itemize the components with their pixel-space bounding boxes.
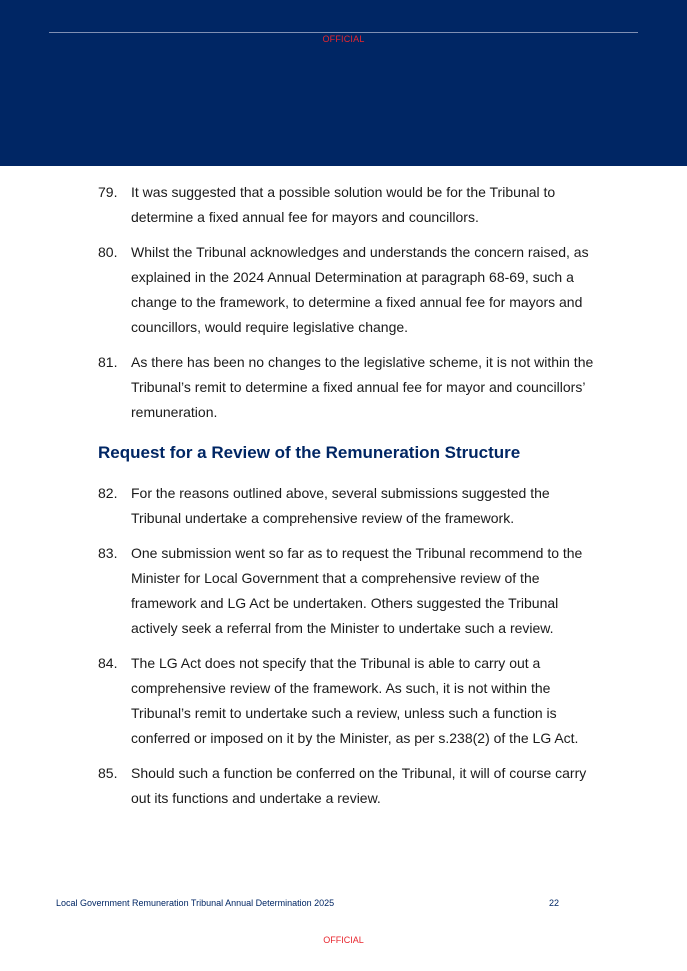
paragraph-number: 80. — [98, 244, 118, 260]
paragraph-text: One submission went so far as to request the Tribunal recommend to the Minister for Local Government that a comprehensive review of the framework and LG Act be undertaken. Others suggested the Tribunal actively seek a referral from the Minister to undertake such a review. — [131, 545, 583, 636]
paragraph-79 — [98, 180, 598, 230]
paragraph-number: 83. — [98, 545, 118, 561]
footer-document-title: Local Government Remuneration Tribunal Annual Determination 2025 — [56, 898, 335, 908]
paragraph-text: For the reasons outlined above, several submissions suggested the Tribunal undertake a comprehensive review of the framework. — [131, 485, 550, 526]
classification-label-top: OFFICIAL — [322, 34, 365, 44]
paragraph-text: The LG Act does not specify that the Tribunal is able to carry out a comprehensive review of the framework. As such, it is not within the Tribunal’s remit to undertake such a review, unless such a function is conferred or imposed on it by the Minister, as per s.238(2) of the LG Act. — [131, 655, 579, 746]
paragraph-number: 85. — [98, 765, 118, 781]
paragraph-85 — [98, 761, 598, 811]
paragraph-number: 82. — [98, 485, 118, 501]
paragraph-number: 81. — [98, 354, 118, 370]
footer-page-number: 22 — [549, 898, 560, 908]
paragraph-81 — [98, 350, 598, 425]
paragraph-text: As there has been no changes to the legislative scheme, it is not within the Tribunal’s remit to determine a fixed annual fee for mayor and councillors’ remuneration. — [131, 354, 594, 420]
paragraph-text: It was suggested that a possible solution would be for the Tribunal to determine a fixed annual fee for mayors and councillors. — [131, 184, 556, 225]
section-heading: Request for a Review of the Remuneration Structure — [98, 443, 521, 462]
paragraph-84 — [98, 651, 598, 751]
paragraph-number: 79. — [98, 184, 118, 200]
paragraph-number: 84. — [98, 655, 118, 671]
header-banner — [0, 0, 687, 166]
paragraph-83 — [98, 541, 598, 641]
paragraph-text: Whilst the Tribunal acknowledges and understands the concern raised, as explained in the 2024 Annual Determination at paragraph 68-69, such a change to the framework, to determine a fixed annual fee for mayors and councillors, would require legislative change. — [131, 244, 589, 335]
classification-label-bottom: OFFICIAL — [323, 935, 364, 945]
paragraph-text: Should such a function be conferred on the Tribunal, it will of course carry out its functions and undertake a review. — [131, 765, 587, 806]
paragraph-82 — [98, 481, 598, 531]
document-body — [98, 180, 598, 821]
paragraph-80 — [98, 240, 598, 340]
header-rule — [49, 32, 638, 33]
